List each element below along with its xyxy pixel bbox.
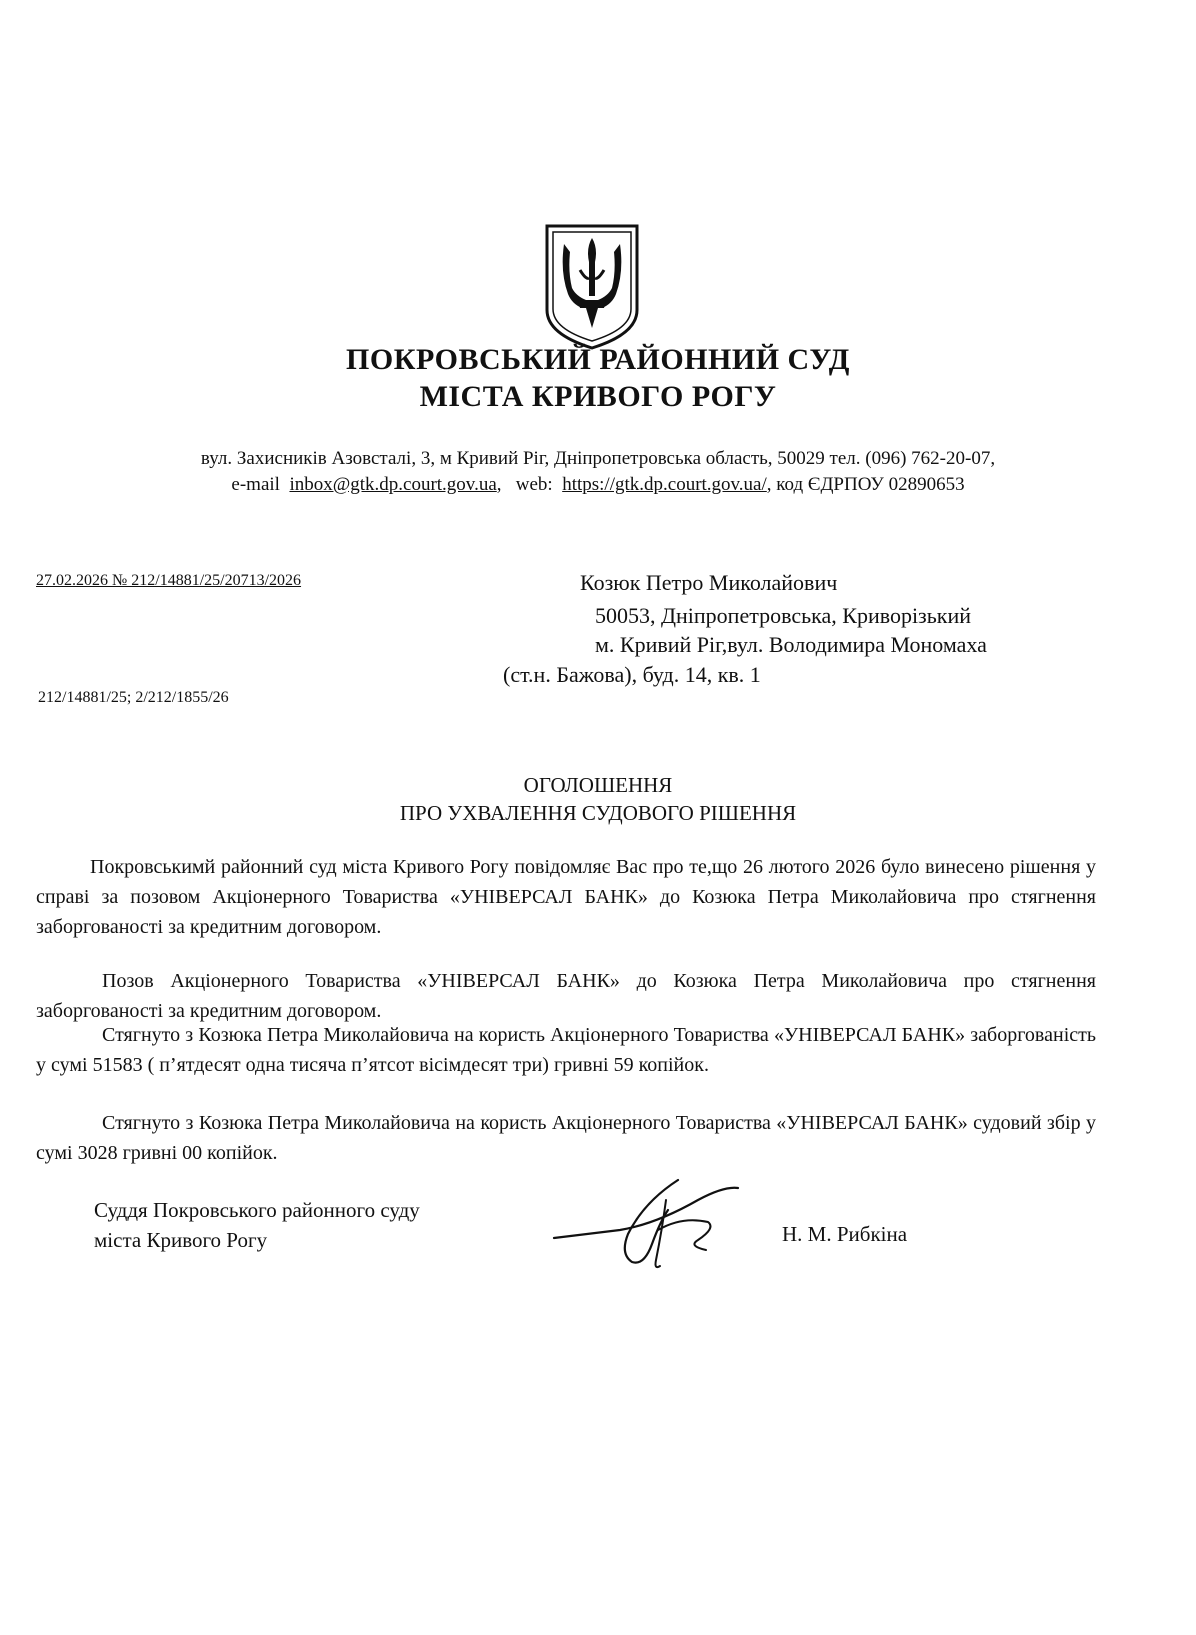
web-link[interactable]: https://gtk.dp.court.gov.ua/ [562,474,767,495]
recipient-address-line1: 50053, Дніпропетровська, Криворізький [595,603,972,628]
judge-name: Н. М. Рибкіна [782,1222,908,1246]
recipient-name: Козюк Петро Миколайович [580,570,838,595]
claim-paragraph: Позов Акціонерного Товариства «УНІВЕРСАЛ БАНК» до Козюка Петра Миколайовича про стягнення заборгованості за кредитним договором. [36,970,1096,1022]
edrpou-code: , код ЄДРПОУ 02890653 [766,474,965,495]
intro-paragraph: Покровськимй районний суд міста Кривого Рогу повідомляє Вас про те,що 26 лютого 2026 було винесено рішення у справі за позовом Акціонерного Товариства «УНІВЕРСАЛ БАНК» до Козюка Петра Миколайовича про стягнення заборгованості за кредитним договором. [36,856,1096,938]
judge-position-line1: Суддя Покровського районного суду [94,1198,420,1222]
trident-emblem-icon [542,222,642,350]
recipient-address-line2: м. Кривий Ріг,вул. Володимира Мономаха [595,632,987,657]
judge-position-line2: міста Кривого Рогу [94,1228,268,1252]
outgoing-date-number: 27.02.2026 № 212/14881/25/20713/2026 [36,572,302,589]
handwritten-signature [548,1170,748,1280]
court-contacts-line: e-mail inbox@gtk.dp.court.gov.ua, web: https://gtk.dp.court.gov.ua/, код ЄДРПОУ 02890653 [231,474,965,495]
notice-title: ОГОЛОШЕННЯ [523,773,673,797]
email-label: e-mail [231,474,280,495]
court-name-line1: ПОКРОВСЬКИЙ РАЙОННИЙ СУД [346,343,850,376]
notice-subtitle: ПРО УХВАЛЕННЯ СУДОВОГО РІШЕННЯ [399,801,797,825]
court-name-line2: МІСТА КРИВОГО РОГУ [419,380,777,413]
court-address: вул. Захисників Азовсталі, 3, м Кривий Ріг, Дніпропетровська область, 50029 тел. (096) 762-20-07, [200,448,996,469]
court-fee-paragraph: Стягнуто з Козюка Петра Миколайовича на користь Акціонерного Товариства «УНІВЕРСАЛ БАНК» судовий збір у сумі 3028 гривні 00 копійок. [36,1112,1096,1164]
debt-recovery-paragraph: Стягнуто з Козюка Петра Миколайовича на користь Акціонерного Товариства «УНІВЕРСАЛ БАНК» заборгованість у сумі 51583 ( п’ятдесят одна тисяча п’ятсот вісімдесят три) гривні 59 копійок. [36,1024,1096,1076]
case-numbers: 212/14881/25; 2/212/1855/26 [38,689,229,706]
recipient-address-line3: (ст.н. Бажова), буд. 14, кв. 1 [503,662,761,687]
web-label: web: [515,474,553,495]
email-link[interactable]: inbox@gtk.dp.court.gov.ua [289,474,497,495]
